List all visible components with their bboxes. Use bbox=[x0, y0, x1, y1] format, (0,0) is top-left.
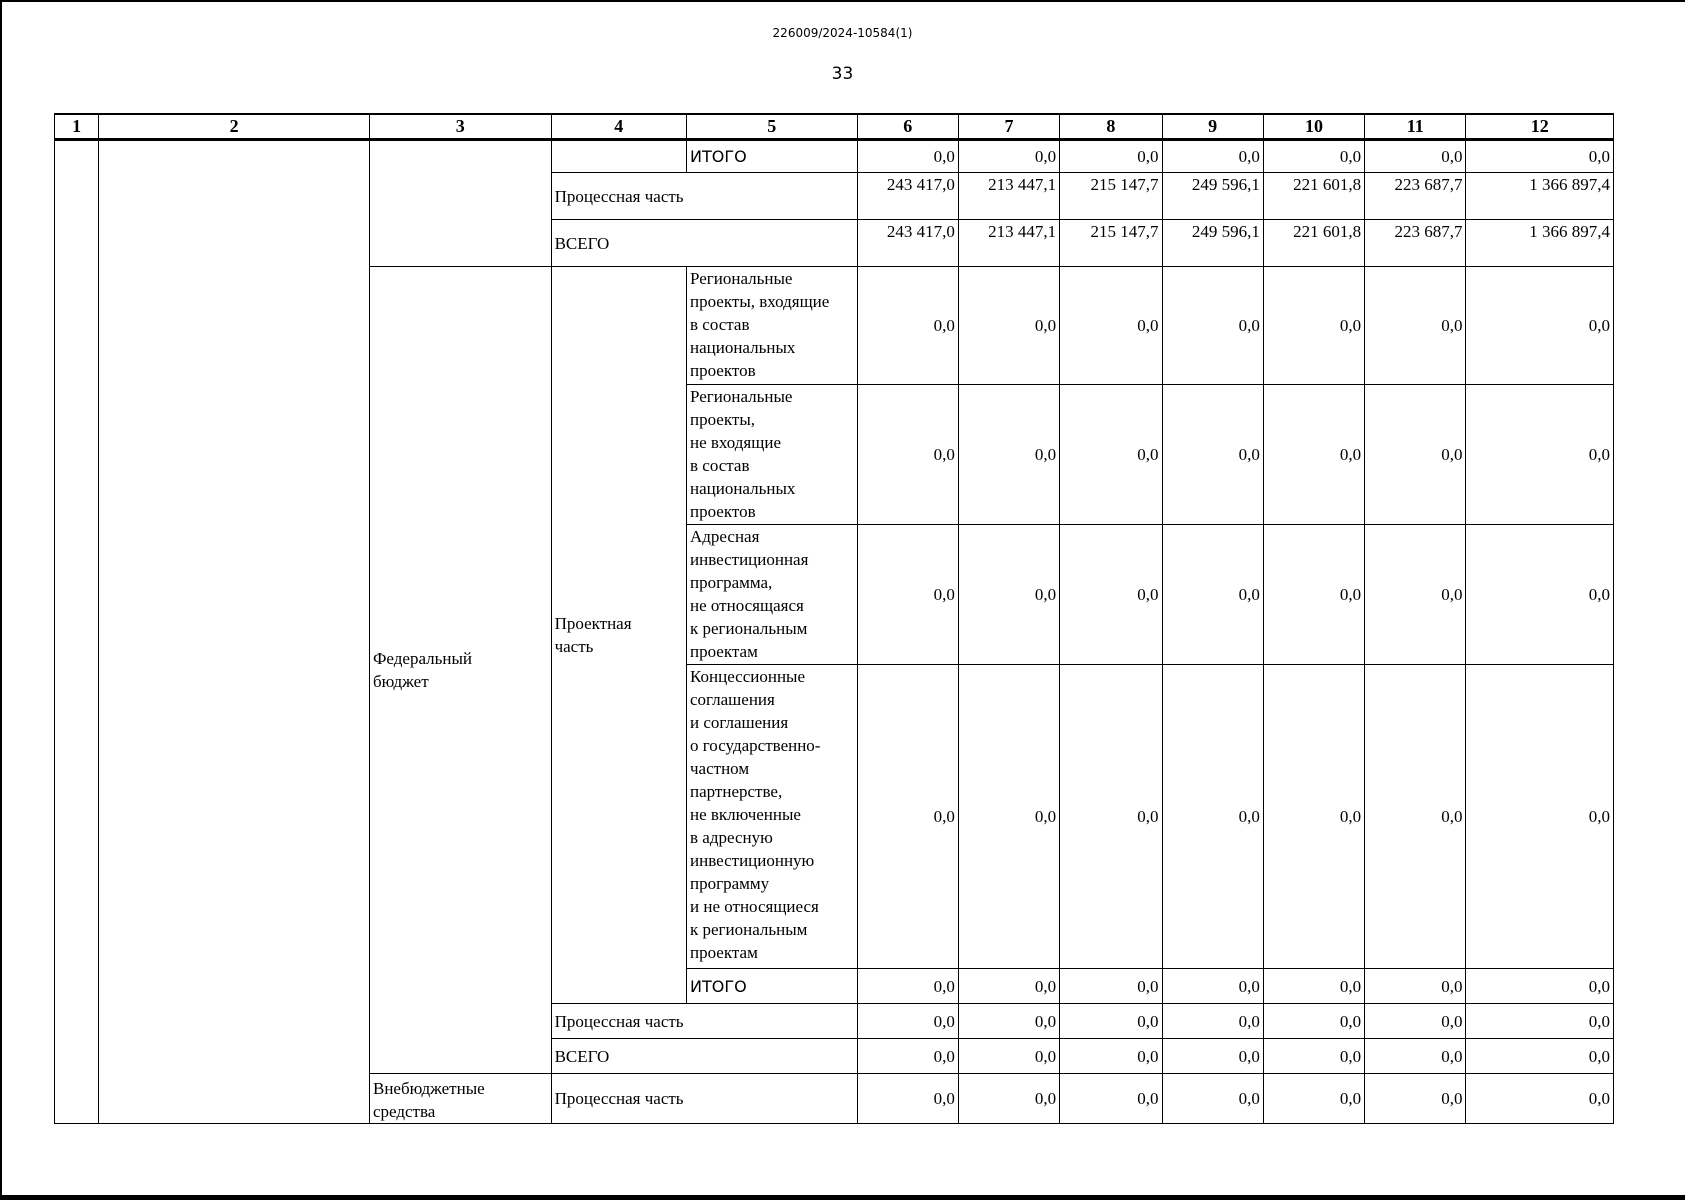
value-cell: 0,0 bbox=[1060, 1004, 1162, 1039]
row-label-concession-agreements: Концессионные соглашения и соглашения о государственно- частном партнерстве, не включенные в адресную инвестиционную программу и не относящиеся к региональным проектам bbox=[687, 665, 858, 969]
value-cell: 0,0 bbox=[1365, 267, 1466, 385]
value-cell: 0,0 bbox=[1466, 267, 1614, 385]
value-cell: 0,0 bbox=[1162, 1039, 1263, 1074]
value-cell: 0,0 bbox=[1365, 385, 1466, 525]
value-cell: 243 417,0 bbox=[857, 220, 958, 267]
column-number: 3 bbox=[370, 114, 552, 140]
value-cell: 0,0 bbox=[857, 525, 958, 665]
funding-source-extrabudgetary: Внебюджетные средства bbox=[370, 1074, 552, 1124]
column-number: 12 bbox=[1466, 114, 1614, 140]
column-number: 9 bbox=[1162, 114, 1263, 140]
value-cell: 0,0 bbox=[857, 1004, 958, 1039]
column-number-row bbox=[55, 114, 1614, 140]
top-border-line bbox=[0, 0, 1685, 2]
column-number: 8 bbox=[1060, 114, 1162, 140]
column-number: 7 bbox=[958, 114, 1059, 140]
column-number: 6 bbox=[857, 114, 958, 140]
value-cell: 221 601,8 bbox=[1263, 220, 1364, 267]
value-cell: 0,0 bbox=[1365, 1004, 1466, 1039]
row-label-address-investment-program: Адресная инвестиционная программа, не относящаяся к региональным проектам bbox=[687, 525, 858, 665]
value-cell: 0,0 bbox=[1466, 1074, 1614, 1124]
value-cell: 0,0 bbox=[1162, 267, 1263, 385]
value-cell: 0,0 bbox=[958, 267, 1059, 385]
value-cell: 0,0 bbox=[857, 665, 958, 969]
value-cell: 0,0 bbox=[857, 267, 958, 385]
value-cell: 0,0 bbox=[857, 969, 958, 1004]
value-cell: 1 366 897,4 bbox=[1466, 173, 1614, 220]
value-cell: 0,0 bbox=[1466, 385, 1614, 525]
value-cell: 0,0 bbox=[1466, 140, 1614, 173]
empty-cell-col1 bbox=[55, 140, 99, 1124]
empty-cell-col2 bbox=[99, 140, 370, 1124]
value-cell: 249 596,1 bbox=[1162, 220, 1263, 267]
value-cell: 1 366 897,4 bbox=[1466, 220, 1614, 267]
page-number: 33 bbox=[831, 64, 854, 84]
value-cell: 0,0 bbox=[1263, 385, 1364, 525]
value-cell: 0,0 bbox=[958, 1004, 1059, 1039]
value-cell: 0,0 bbox=[1263, 1039, 1364, 1074]
value-cell: 0,0 bbox=[1162, 1074, 1263, 1124]
value-cell: 0,0 bbox=[958, 140, 1059, 173]
value-cell: 0,0 bbox=[958, 665, 1059, 969]
value-cell: 0,0 bbox=[1263, 267, 1364, 385]
budget-table bbox=[54, 113, 1614, 1124]
value-cell: 213 447,1 bbox=[958, 173, 1059, 220]
value-cell: 0,0 bbox=[958, 1039, 1059, 1074]
empty-cell-col4 bbox=[551, 140, 686, 173]
row-label-regional-projects-national: Региональные проекты, входящие в состав национальных проектов bbox=[687, 267, 858, 385]
value-cell: 243 417,0 bbox=[857, 173, 958, 220]
value-cell: 221 601,8 bbox=[1263, 173, 1364, 220]
value-cell: 0,0 bbox=[1365, 525, 1466, 665]
value-cell: 0,0 bbox=[857, 140, 958, 173]
value-cell: 0,0 bbox=[1466, 969, 1614, 1004]
value-cell: 0,0 bbox=[1060, 665, 1162, 969]
column-number: 5 bbox=[687, 114, 858, 140]
value-cell: 0,0 bbox=[1162, 665, 1263, 969]
value-cell: 0,0 bbox=[1365, 1074, 1466, 1124]
value-cell: 0,0 bbox=[1060, 140, 1162, 173]
value-cell: 0,0 bbox=[1263, 665, 1364, 969]
value-cell: 0,0 bbox=[857, 1039, 958, 1074]
value-cell: 0,0 bbox=[1466, 665, 1614, 969]
row-label-process-part: Процессная часть bbox=[551, 1004, 857, 1039]
value-cell: 0,0 bbox=[857, 1074, 958, 1124]
document-number: 226009/2024-10584(1) bbox=[772, 26, 913, 40]
value-cell: 0,0 bbox=[1060, 267, 1162, 385]
value-cell: 0,0 bbox=[1060, 1074, 1162, 1124]
column-number: 11 bbox=[1365, 114, 1466, 140]
value-cell: 0,0 bbox=[1162, 385, 1263, 525]
value-cell: 0,0 bbox=[1365, 969, 1466, 1004]
value-cell: 215 147,7 bbox=[1060, 173, 1162, 220]
value-cell: 223 687,7 bbox=[1365, 220, 1466, 267]
left-border-line bbox=[0, 0, 2, 1200]
row-label-process-part: Процессная часть bbox=[551, 173, 857, 220]
row-label-regional-projects-not-national: Региональные проекты, не входящие в состав национальных проектов bbox=[687, 385, 858, 525]
value-cell: 0,0 bbox=[1263, 525, 1364, 665]
value-cell: 213 447,1 bbox=[958, 220, 1059, 267]
value-cell: 0,0 bbox=[1365, 1039, 1466, 1074]
value-cell: 223 687,7 bbox=[1365, 173, 1466, 220]
value-cell: 249 596,1 bbox=[1162, 173, 1263, 220]
value-cell: 0,0 bbox=[1162, 969, 1263, 1004]
value-cell: 0,0 bbox=[1162, 1004, 1263, 1039]
value-cell: 0,0 bbox=[1263, 140, 1364, 173]
value-cell: 0,0 bbox=[1466, 525, 1614, 665]
bottom-border-line bbox=[0, 1195, 1685, 1200]
value-cell: 0,0 bbox=[857, 385, 958, 525]
value-cell: 0,0 bbox=[1263, 1004, 1364, 1039]
value-cell: 0,0 bbox=[1365, 140, 1466, 173]
value-cell: 0,0 bbox=[1263, 969, 1364, 1004]
value-cell: 0,0 bbox=[1263, 1074, 1364, 1124]
column-number: 10 bbox=[1263, 114, 1364, 140]
empty-cell-col3 bbox=[370, 140, 552, 267]
row-label-itogo: ИТОГО bbox=[687, 969, 858, 1004]
column-number: 2 bbox=[99, 114, 370, 140]
row-label-total: ВСЕГО bbox=[551, 220, 857, 267]
row-label-itogo: ИТОГО bbox=[687, 140, 858, 173]
value-cell: 0,0 bbox=[958, 1074, 1059, 1124]
value-cell: 0,0 bbox=[1162, 140, 1263, 173]
project-part-label: Проектная часть bbox=[551, 267, 686, 1004]
value-cell: 0,0 bbox=[958, 525, 1059, 665]
column-number: 4 bbox=[551, 114, 686, 140]
value-cell: 0,0 bbox=[1060, 1039, 1162, 1074]
table-row bbox=[55, 140, 1614, 173]
row-label-total: ВСЕГО bbox=[551, 1039, 857, 1074]
row-label-process-part: Процессная часть bbox=[551, 1074, 857, 1124]
value-cell: 0,0 bbox=[1162, 525, 1263, 665]
funding-source-federal-budget: Федеральный бюджет bbox=[370, 267, 552, 1074]
value-cell: 0,0 bbox=[1060, 525, 1162, 665]
column-number: 1 bbox=[55, 114, 99, 140]
value-cell: 215 147,7 bbox=[1060, 220, 1162, 267]
value-cell: 0,0 bbox=[1466, 1004, 1614, 1039]
value-cell: 0,0 bbox=[958, 385, 1059, 525]
value-cell: 0,0 bbox=[1365, 665, 1466, 969]
value-cell: 0,0 bbox=[1060, 385, 1162, 525]
value-cell: 0,0 bbox=[1466, 1039, 1614, 1074]
value-cell: 0,0 bbox=[958, 969, 1059, 1004]
value-cell: 0,0 bbox=[1060, 969, 1162, 1004]
